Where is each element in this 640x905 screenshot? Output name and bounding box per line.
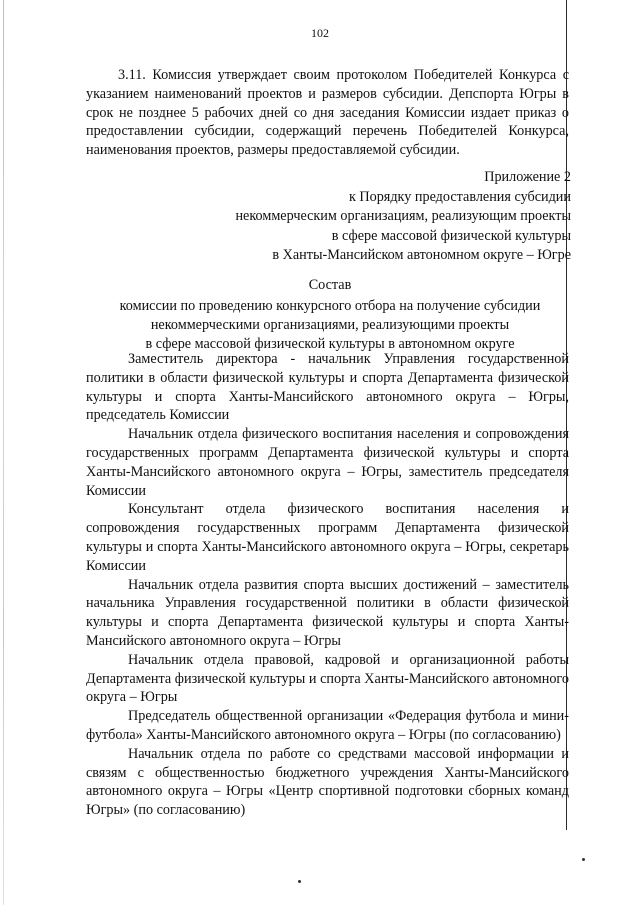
member-item: Заместитель директора - начальник Управления государственной политики в области физической культуры и спорта Департамента физической культуры и спорта Ханты-Мансийского автономного округа – Югры, председатель Комиссии [86,351,569,424]
clause-3-11 [86,66,569,160]
member-item: Председатель общественной организации «Федерация футбола и мини-футбола» Ханты-Мансийского автономного округа – Югры (по согласованию) [86,708,569,743]
composition-line: комиссии по проведению конкурсного отбора на получение субсидии [119,298,541,314]
appendix-line: к Порядку предоставления субсидии [348,188,571,205]
member-item: Начальник отдела развития спорта высших достижений – заместитель начальника Управления государственной политики в области физической культуры и спорта Департамента физической культуры и спорта Ханты-Мансийского автономного округа – Югры [86,576,569,649]
member-item: Консультант отдела физического воспитания населения и сопровождения государственных программ Департамента физической культуры и спорта Ханты-Мансийского автономного округа – Югры, секретарь Комиссии [86,501,569,574]
member-item: Начальник отдела физического воспитания населения и сопровождения государственных программ Департамента физической культуры и спорта Ханты-Мансийского автономного округа – Югры, заместитель председателя Комиссии [86,426,569,499]
appendix-line: в сфере массовой физической культуры [331,227,571,244]
composition-title [60,276,600,354]
composition-line: в сфере массовой физической культуры в автономном округе [145,336,515,352]
member-item: Начальник отдела правовой, кадровой и организационной работы Департамента физической культуры и спорта Ханты-Мансийского автономного округа – Югры [86,651,569,706]
page-number: 102 [311,26,329,40]
appendix-line: некоммерческим организациям, реализующим проекты [235,208,571,224]
clause-text: 3.11. Комиссия утверждает своим протоколом Победителей Конкурса с указанием наименований проектов и размеров субсидии. Депспорта Югры в срок не позднее 5 рабочих дней со дня заседания Комиссии издает приказ о предоставлении субсидии, содержащий перечень Победителей Конкурса, наименования проектов, размеры предоставляемой субсидии. [86,67,569,159]
appendix-line: Приложение 2 [484,169,571,185]
member-list [86,350,569,820]
scan-speck [582,858,585,861]
composition-line: некоммерческими организациями, реализующими проекты [150,317,510,333]
scan-edge-left [3,0,4,905]
scan-speck [298,880,301,883]
member-item: Начальник отдела по работе со средствами массовой информации и связям с общественностью бюджетного учреждения Ханты-Мансийского автономного округа – Югры «Центр спортивной подготовки сборных команд Югры» (по согласованию) [86,745,569,819]
appendix-line: в Ханты-Мансийском автономном округе – Югре [272,247,571,263]
appendix-header [235,168,571,266]
composition-heading: Состав [308,277,352,293]
